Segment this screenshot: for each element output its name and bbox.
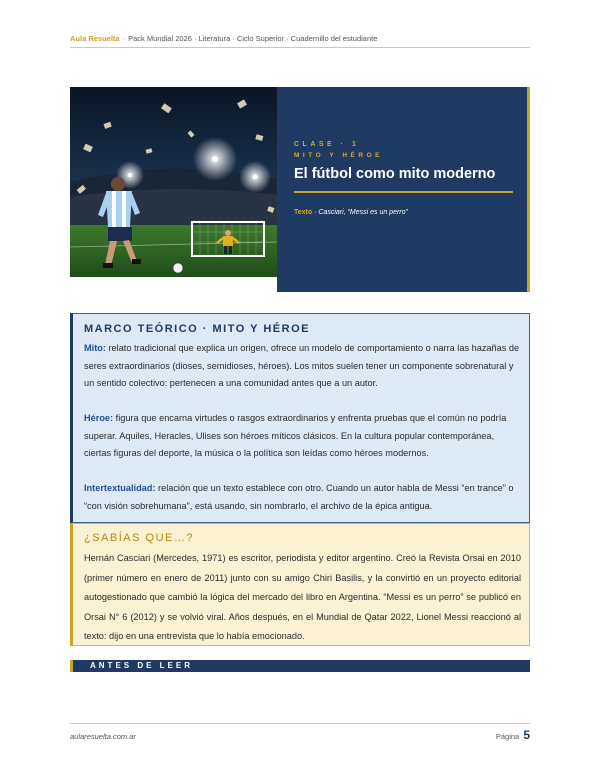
header-divider xyxy=(70,47,530,48)
term-heroe: Héroe: xyxy=(84,413,114,423)
header-subtitle: Pack Mundial 2026 · Literatura · Ciclo Superior · Cuadernillo del estudiante xyxy=(128,34,378,43)
definition-heroe-text: figura que encarna virtudes o rasgos extraordinarios y enfrenta pruebas que el común no podría superar. Aquiles, Heracles, Ulises son héroes míticos clásicos. En la cultura popular contemporánea, ciertas figuras del deporte, la música o la política son leídas como héroes modernos. xyxy=(84,413,507,458)
page-number: 5 xyxy=(523,728,530,742)
source-text xyxy=(294,209,408,216)
term-mito: Mito: xyxy=(84,343,106,353)
definition-mito xyxy=(84,340,521,393)
did-you-know-text: Hernán Casciari (Mercedes, 1971) es escritor, periodista y editor argentino. Creó la Revista Orsai en 2010 (primer número en enero de 2011) junto con su amigo Chiri Basilis, y la convirtió en un proyecto editorial autogestionado que cambió la lógica del mercado del libro en Argentina. “Messi es un perro” se publicó en Orsai N° 6 (2012) y se volvió viral. Años después, en el Mundial de Qatar 2022, Lionel Messi reaccionó al texto: dijo en una entrevista que lo había emocionado. xyxy=(84,553,521,641)
theory-box xyxy=(70,313,530,523)
did-you-know-box xyxy=(70,523,530,646)
lesson-topic: MITO Y HÉROE xyxy=(294,152,383,159)
page-indicator xyxy=(496,728,530,742)
football-player-image xyxy=(70,87,277,277)
before-reading-label: ANTES DE LEER xyxy=(90,661,194,670)
did-you-know-title: ¿SABÍAS QUE…? xyxy=(84,532,194,544)
theory-title: MARCO TEÓRICO · MITO Y HÉROE xyxy=(84,323,310,335)
header-separator: · xyxy=(122,34,126,43)
definition-mito-text: relato tradicional que explica un origen, ofrece un modelo de comportamiento o narra las hazañas de seres extraordinarios (dioses, semidioses, héroes). Los mitos suelen tener un componente sobrenatural y un sentido colectivo: pertenecen a una comunidad antes que a un autor. xyxy=(84,343,520,388)
lesson-title: El fútbol como mito moderno xyxy=(294,166,496,182)
title-divider xyxy=(294,191,513,193)
source-text-value: · Casciari, “Messi es un perro” xyxy=(314,209,408,216)
definition-intertextualidad xyxy=(84,480,521,515)
lesson-hero xyxy=(70,87,530,292)
running-header xyxy=(70,34,530,43)
definition-heroe xyxy=(84,410,521,463)
source-text-label: Texto xyxy=(294,209,313,216)
term-intertextualidad: Intertextualidad: xyxy=(84,483,156,493)
footer-divider xyxy=(70,723,530,724)
lesson-title-panel xyxy=(277,87,530,292)
page-label: Página xyxy=(495,732,520,741)
definition-intertextualidad-text: relación que un texto establece con otro. Cuando un autor habla de Messi “en trance” o “con visión sobrehumana”, está usando, sin nombrarlo, el archivo de la épica antigua. xyxy=(84,483,514,511)
footer-url: aularesuelta.com.ar xyxy=(70,732,136,741)
before-reading-header xyxy=(70,660,530,672)
lesson-number: CLASE · 1 xyxy=(294,141,360,148)
brand-name: Aula Resuelta xyxy=(70,34,120,43)
